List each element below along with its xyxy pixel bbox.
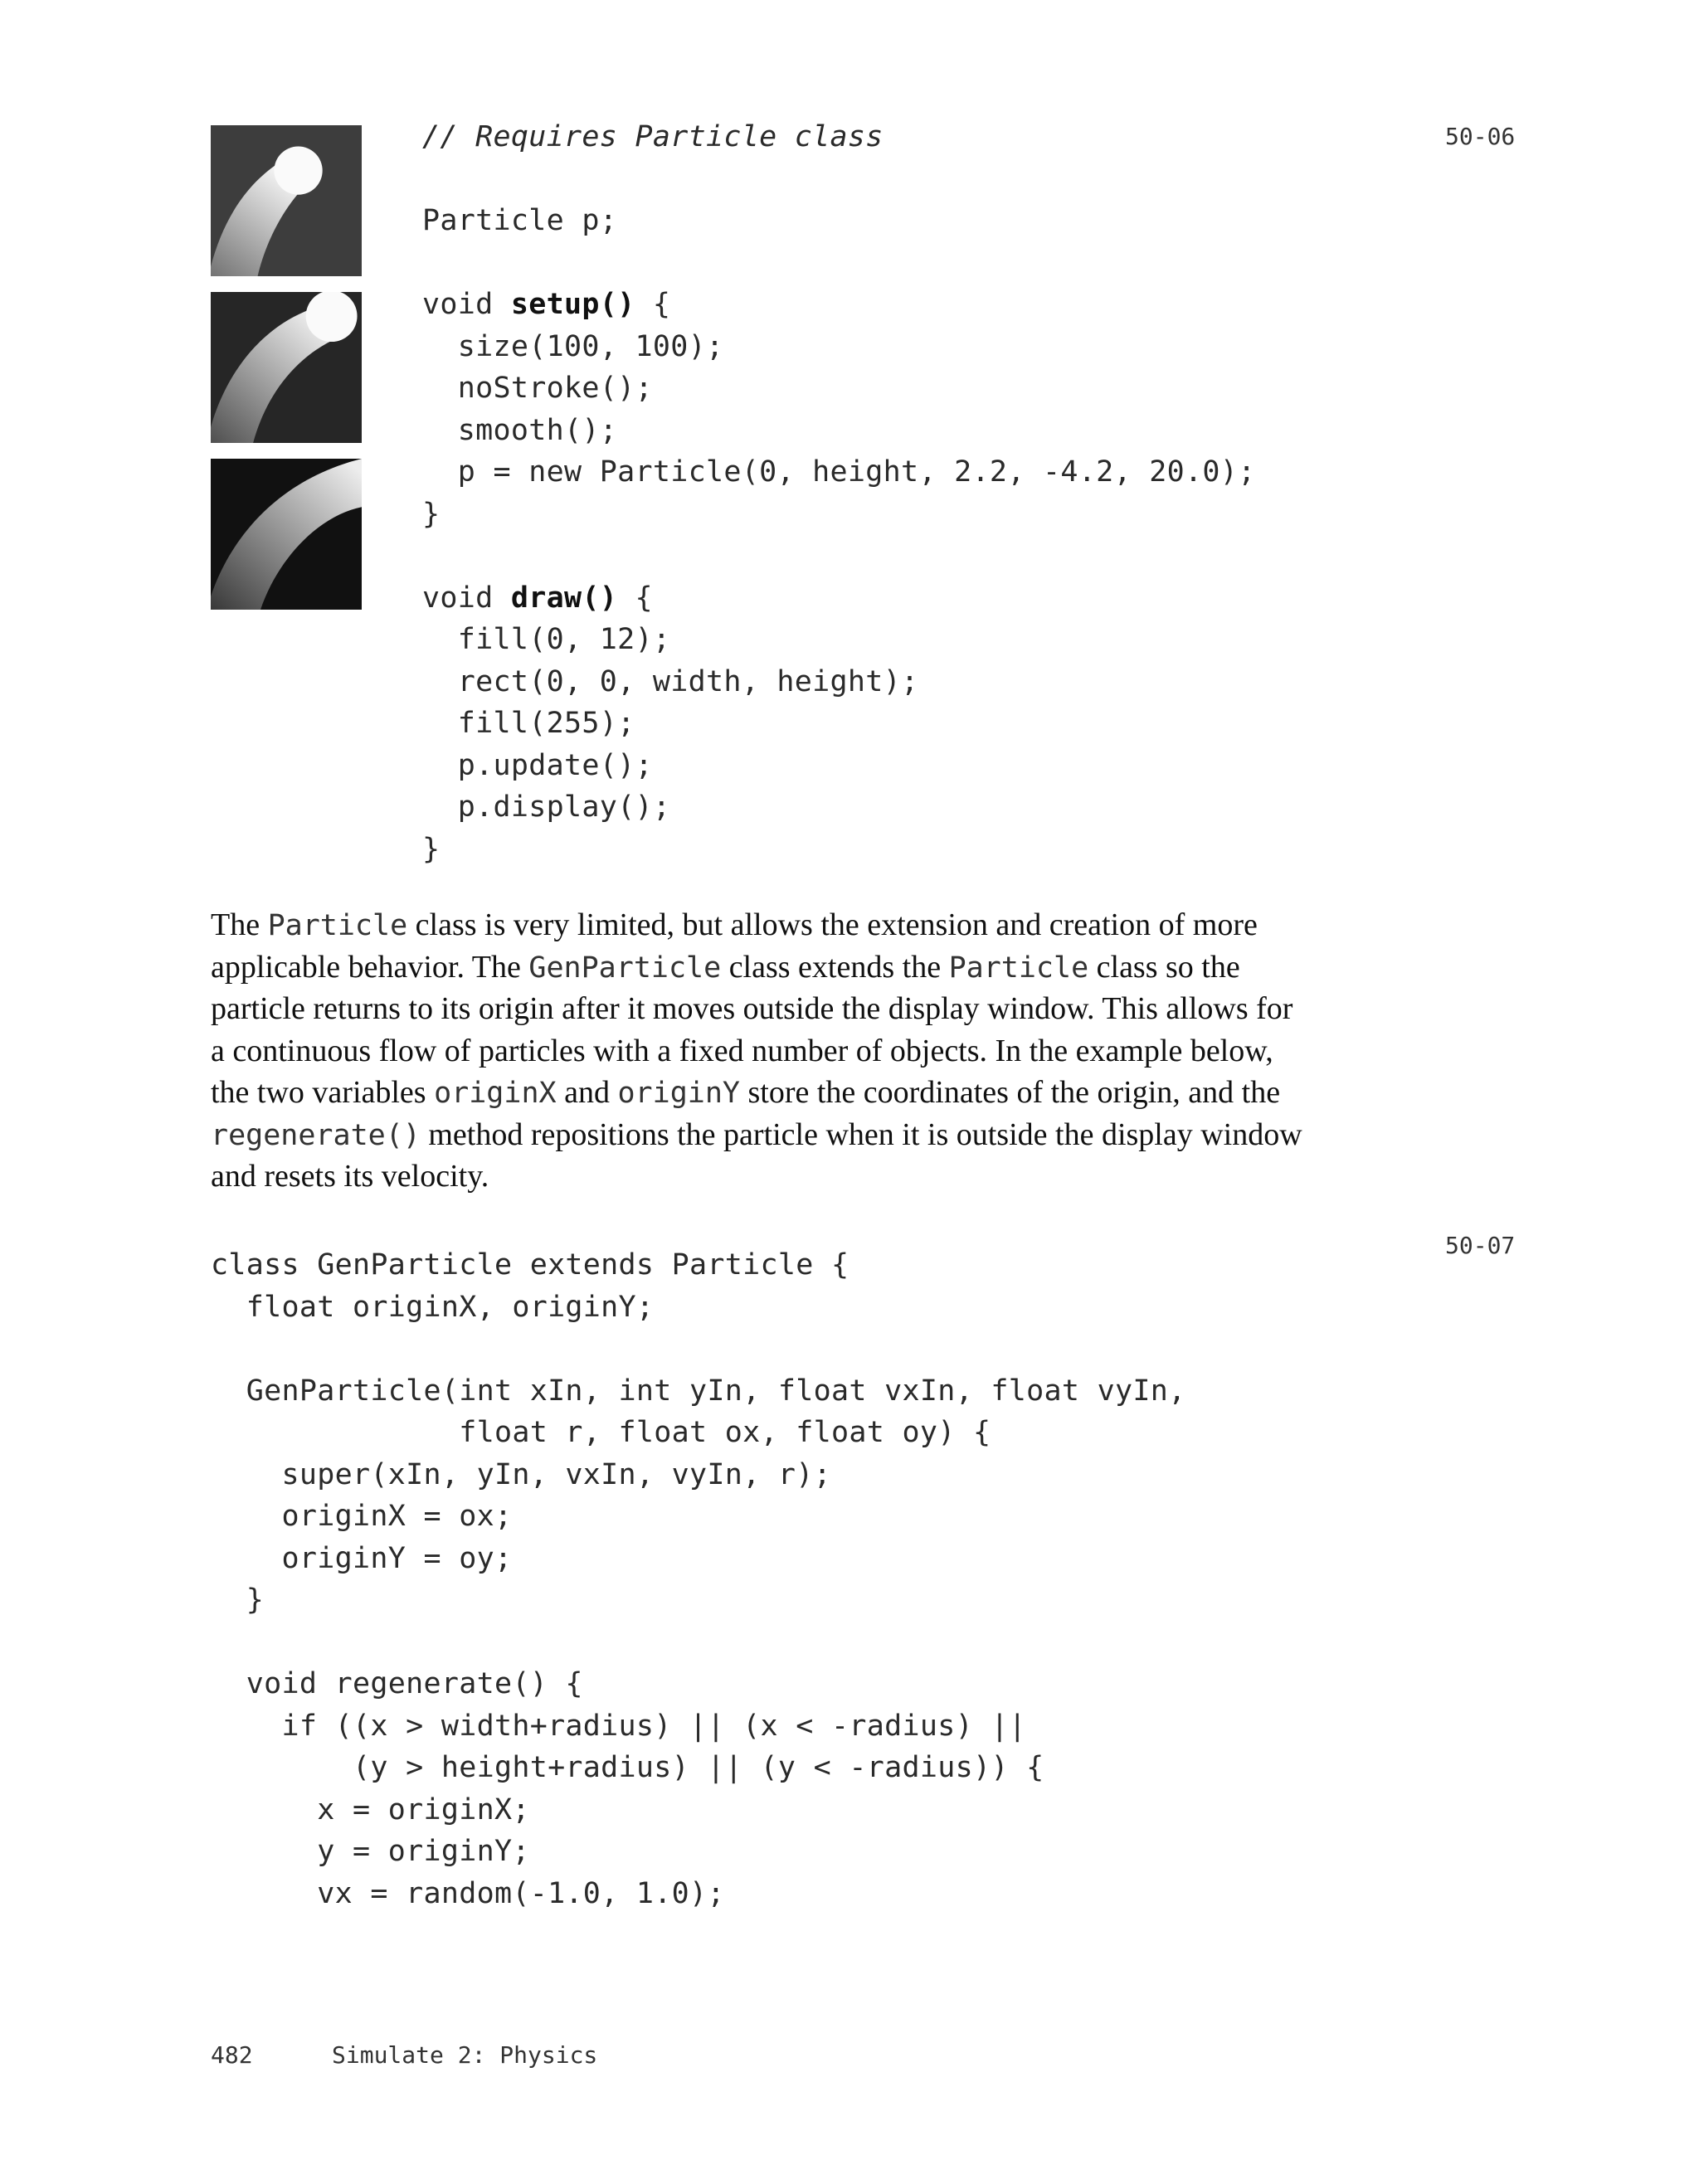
code-line: } bbox=[422, 497, 441, 531]
code-line: noStroke(); bbox=[422, 372, 653, 405]
example-number: 50-06 bbox=[1445, 123, 1516, 150]
code-line: smooth(); bbox=[422, 413, 618, 447]
code-line: float r, float ox, float oy) { bbox=[211, 1416, 991, 1449]
code-line: // Requires Particle class bbox=[422, 120, 884, 153]
chapter-title: Simulate 2: Physics bbox=[332, 2041, 598, 2069]
page-number: 482 bbox=[211, 2041, 253, 2069]
code-line: rect(0, 0, width, height); bbox=[422, 664, 919, 698]
code-listing bbox=[211, 1244, 1185, 1914]
code-line: (y > height+radius) || (y < -radius)) { bbox=[211, 1751, 1044, 1784]
code-line: } bbox=[422, 832, 441, 866]
example-number: 50-07 bbox=[1445, 1232, 1516, 1259]
code-line bbox=[422, 158, 1255, 201]
code-line bbox=[422, 242, 1255, 285]
code-line: x = originX; bbox=[211, 1792, 530, 1826]
paragraph-line: the two variables originX and originY store the coordinates of the origin, and the bbox=[211, 1075, 1281, 1110]
particle-frame-1 bbox=[211, 125, 362, 276]
code-line: p.display(); bbox=[422, 790, 671, 824]
code-line: Particle p; bbox=[422, 204, 618, 237]
code-listing bbox=[422, 116, 1255, 870]
code-line bbox=[422, 535, 1255, 577]
code-line: } bbox=[211, 1583, 265, 1617]
code-line: void setup() { bbox=[422, 288, 671, 321]
code-line: originY = oy; bbox=[211, 1541, 513, 1575]
particle-frame-3 bbox=[211, 459, 362, 610]
code-line: void regenerate() { bbox=[211, 1667, 583, 1700]
code-line: if ((x > width+radius) || (x < -radius) || bbox=[211, 1709, 1027, 1743]
particle-frame-2 bbox=[211, 292, 362, 443]
code-line: fill(255); bbox=[422, 707, 635, 740]
code-line: void draw() { bbox=[422, 581, 653, 615]
code-line: GenParticle(int xIn, int yIn, float vxIn, float vyIn, bbox=[211, 1374, 1186, 1408]
code-line: class GenParticle extends Particle { bbox=[211, 1248, 850, 1282]
code-line: super(xIn, yIn, vxIn, vyIn, r); bbox=[211, 1457, 832, 1491]
paragraph-line: The Particle class is very limited, but allows the extension and creation of more bbox=[211, 907, 1258, 942]
body-paragraph bbox=[211, 904, 1405, 1198]
code-line: originX = ox; bbox=[211, 1500, 513, 1533]
paragraph-line: and resets its velocity. bbox=[211, 1159, 489, 1194]
code-line: p = new Particle(0, height, 2.2, -4.2, 20.0); bbox=[422, 455, 1256, 489]
code-line bbox=[211, 1328, 1185, 1370]
paragraph-line: particle returns to its origin after it moves outside the display window. This allows for bbox=[211, 991, 1293, 1026]
code-line: vx = random(-1.0, 1.0); bbox=[211, 1876, 725, 1910]
code-line: p.update(); bbox=[422, 748, 653, 782]
code-line: float originX, originY; bbox=[211, 1290, 655, 1324]
code-line: size(100, 100); bbox=[422, 329, 724, 363]
code-line: y = originY; bbox=[211, 1835, 530, 1868]
code-line bbox=[211, 1622, 1185, 1664]
paragraph-line: applicable behavior. The GenParticle class extends the Particle class so the bbox=[211, 949, 1240, 985]
paragraph-line: regenerate() method repositions the particle when it is outside the display window bbox=[211, 1116, 1302, 1152]
paragraph-line: a continuous flow of particles with a fixed number of objects. In the example below, bbox=[211, 1033, 1273, 1068]
code-line: fill(0, 12); bbox=[422, 623, 671, 656]
